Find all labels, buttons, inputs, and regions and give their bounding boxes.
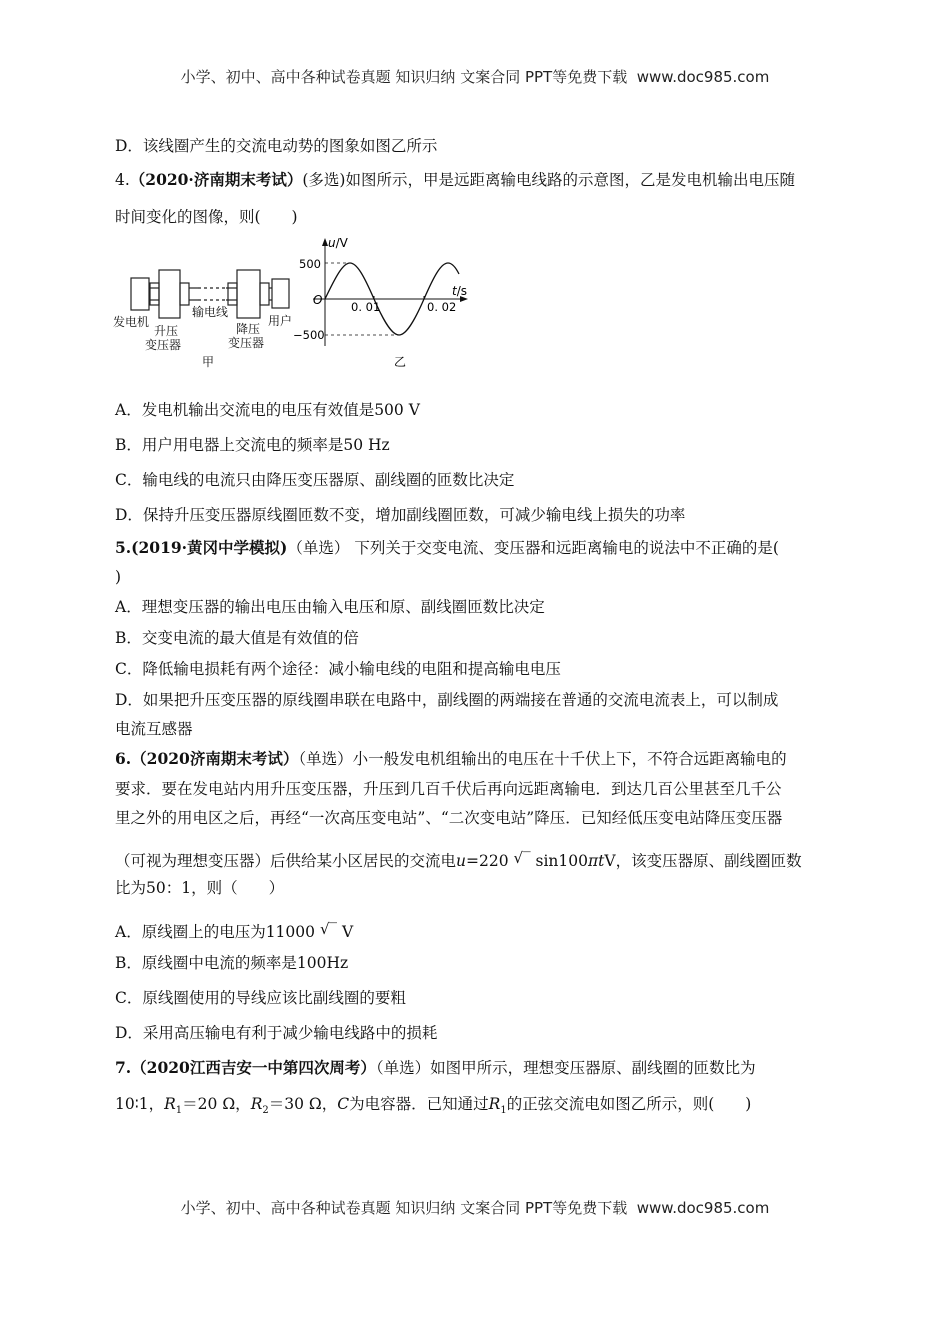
q4-source: （2020·济南期末考试） xyxy=(129,170,303,189)
q7-text-2e: 的正弦交流电如图乙所示，则( ) xyxy=(506,1095,752,1113)
q4-line-1 xyxy=(115,170,795,190)
q4-option-a: A．发电机输出交流电的电压有效值是500 V xyxy=(115,401,420,419)
q7-r2: R xyxy=(250,1095,263,1113)
t-axis-label xyxy=(452,284,467,298)
figure-yi xyxy=(293,236,468,369)
q7-r2-sub: 2 xyxy=(262,1105,269,1117)
prev-option-d: D．该线圈产生的交流电动势的图象如图乙所示 xyxy=(115,137,438,155)
step-up-secondary xyxy=(180,283,189,305)
label-generator: 发电机 xyxy=(113,315,150,329)
q6-label: 6.（2020济南期末考试） xyxy=(115,749,299,768)
q7-r2-value: ＝30 Ω， xyxy=(268,1095,338,1113)
step-up-primary xyxy=(150,283,159,305)
q6-text-4d: V，该变压器原、副线圈匝数 xyxy=(604,852,802,870)
q6-option-a xyxy=(115,919,353,942)
step-down-core xyxy=(237,270,260,318)
q7-r1-sub: 1 xyxy=(175,1105,183,1117)
label-step-up-2: 变压器 xyxy=(145,338,182,352)
q6-line-3: 里之外的用电区之后，再经“一次高压变电站”、“二次变电站”降压．已知经低压变电站降压变压器 xyxy=(115,809,783,827)
origin-label: O xyxy=(313,293,323,307)
tick-neg500: −500 xyxy=(293,328,325,342)
q5-option-a: A．理想变压器的输出电压由输入电压和原、副线圈匝数比决定 xyxy=(115,598,545,616)
q6-pi-t: πt xyxy=(588,852,605,870)
step-down-primary xyxy=(228,283,237,305)
header-text: 小学、初中、高中各种试卷真题 知识归纳 文案合同 PPT等免费下载 xyxy=(180,68,628,86)
step-down-secondary xyxy=(260,283,269,305)
q6-text-1: （单选）小一般发电机组输出的电压在十千伏上下，不符合远距离输电的 xyxy=(298,750,787,768)
q5-option-d: D．如果把升压变压器的原线圈串联在电路中，副线圈的两端接在普通的交流电流表上，可以制成 xyxy=(115,691,779,709)
generator-box xyxy=(131,278,149,310)
label-user: 用户 xyxy=(268,314,293,328)
q7-label: 7.（2020江西吉安一中第四次周考） xyxy=(115,1058,376,1077)
q7-c: C xyxy=(337,1095,350,1113)
q6-option-c: C．原线圈使用的导线应该比副线圈的要粗 xyxy=(115,989,406,1007)
q7-r1: R xyxy=(164,1095,176,1113)
q5-option-c: C．降低输电损耗有两个途径：减小输电线的电阻和提高输电电压 xyxy=(115,660,561,678)
label-yi: 乙 xyxy=(394,355,407,369)
q6-line-2: 要求．要在发电站内用升压变压器，升压到几百千伏后再向远距离输电．到达几百公里甚至几千公 xyxy=(115,780,782,798)
page-header xyxy=(0,66,950,87)
q7-ratio: 10∶1， xyxy=(115,1095,165,1113)
q5-option-b: B．交变电流的最大值是有效值的倍 xyxy=(115,629,359,647)
u-axis-unit: /V xyxy=(335,236,348,250)
t-axis-var: t xyxy=(452,284,457,298)
q5-text-1: （单选） 下列关于交变电流、变压器和远距离输电的说法中不正确的是( xyxy=(287,539,779,557)
tick-001: 0. 01 xyxy=(351,300,381,314)
u-axis-var: u xyxy=(328,236,336,250)
q4-option-c: C．输电线的电流只由降压变压器原、副线圈的匝数比决定 xyxy=(115,471,515,489)
label-step-down-1: 降压 xyxy=(236,322,261,336)
header-url[interactable]: www.doc985.com xyxy=(636,68,770,86)
q7-text-1: （单选）如图甲所示，理想变压器原、副线圈的匝数比为 xyxy=(375,1059,756,1077)
label-step-up-1: 升压 xyxy=(154,324,179,338)
page-footer xyxy=(0,1197,950,1218)
q6-var-u: u xyxy=(456,852,466,870)
q5-line-1 xyxy=(115,538,779,558)
q4-option-b: B．用户用电器上交流电的频率是50 Hz xyxy=(115,436,390,454)
q7-line-1 xyxy=(115,1058,756,1078)
sqrt-symbol-icon: √‾ xyxy=(513,849,531,867)
q6-line-5: 比为50：1，则（ ） xyxy=(115,879,285,897)
label-jia: 甲 xyxy=(202,355,215,369)
q6-option-a-unit: V xyxy=(341,923,354,941)
q6-text-4a: （可视为理想变压器）后供给某小区居民的交流电 xyxy=(115,852,457,870)
footer-url[interactable]: www.doc985.com xyxy=(636,1199,770,1217)
sqrt-symbol-icon: √‾ xyxy=(319,920,338,938)
q4-figure xyxy=(113,236,473,376)
q7-line-2 xyxy=(115,1094,751,1121)
t-axis-unit: /s xyxy=(456,284,468,298)
q4-label: 4. xyxy=(115,171,130,189)
tick-500: 500 xyxy=(299,257,321,271)
tick-002: 0. 02 xyxy=(427,300,457,314)
label-step-down-2: 变压器 xyxy=(228,336,265,350)
q7-r1-value: ＝20 Ω， xyxy=(182,1095,251,1113)
q7-r1b: R xyxy=(488,1095,501,1113)
footer-text: 小学、初中、高中各种试卷真题 知识归纳 文案合同 PPT等免费下载 xyxy=(180,1199,628,1217)
q5-label: 5.(2019·黄冈中学模拟) xyxy=(115,538,288,557)
q6-option-a-text: A．原线圈上的电压为11000 xyxy=(115,923,316,941)
q7-r1b-sub: 1 xyxy=(500,1105,507,1117)
q6-text-4b: =220 xyxy=(466,852,509,870)
q6-line-4 xyxy=(115,848,802,871)
q4-option-d: D．保持升压变压器原线圈匝数不变，增加副线圈匝数，可减少输电线上损失的功率 xyxy=(115,506,686,524)
q7-text-2d: 为电容器．已知通过 xyxy=(349,1095,489,1113)
q6-line-1 xyxy=(115,749,787,769)
q6-option-d: D．采用高压输电有利于减少输电线路中的损耗 xyxy=(115,1024,438,1042)
u-axis-label xyxy=(328,236,349,250)
user-box xyxy=(272,279,289,308)
q5-option-d-cont: 电流互感器 xyxy=(115,720,193,738)
label-line: 输电线 xyxy=(192,305,229,319)
q5-line-2: ) xyxy=(115,568,122,586)
step-up-core xyxy=(159,270,180,318)
q6-text-4c: sin100 xyxy=(535,852,588,870)
q4-line-2: 时间变化的图像，则( ) xyxy=(115,208,298,226)
q4-text-1: (多选)如图所示，甲是远距离输电线路的示意图，乙是发电机输出电压随 xyxy=(302,171,795,189)
figure-jia-labels xyxy=(113,304,292,369)
q6-option-b: B．原线圈中电流的频率是100Hz xyxy=(115,954,349,972)
